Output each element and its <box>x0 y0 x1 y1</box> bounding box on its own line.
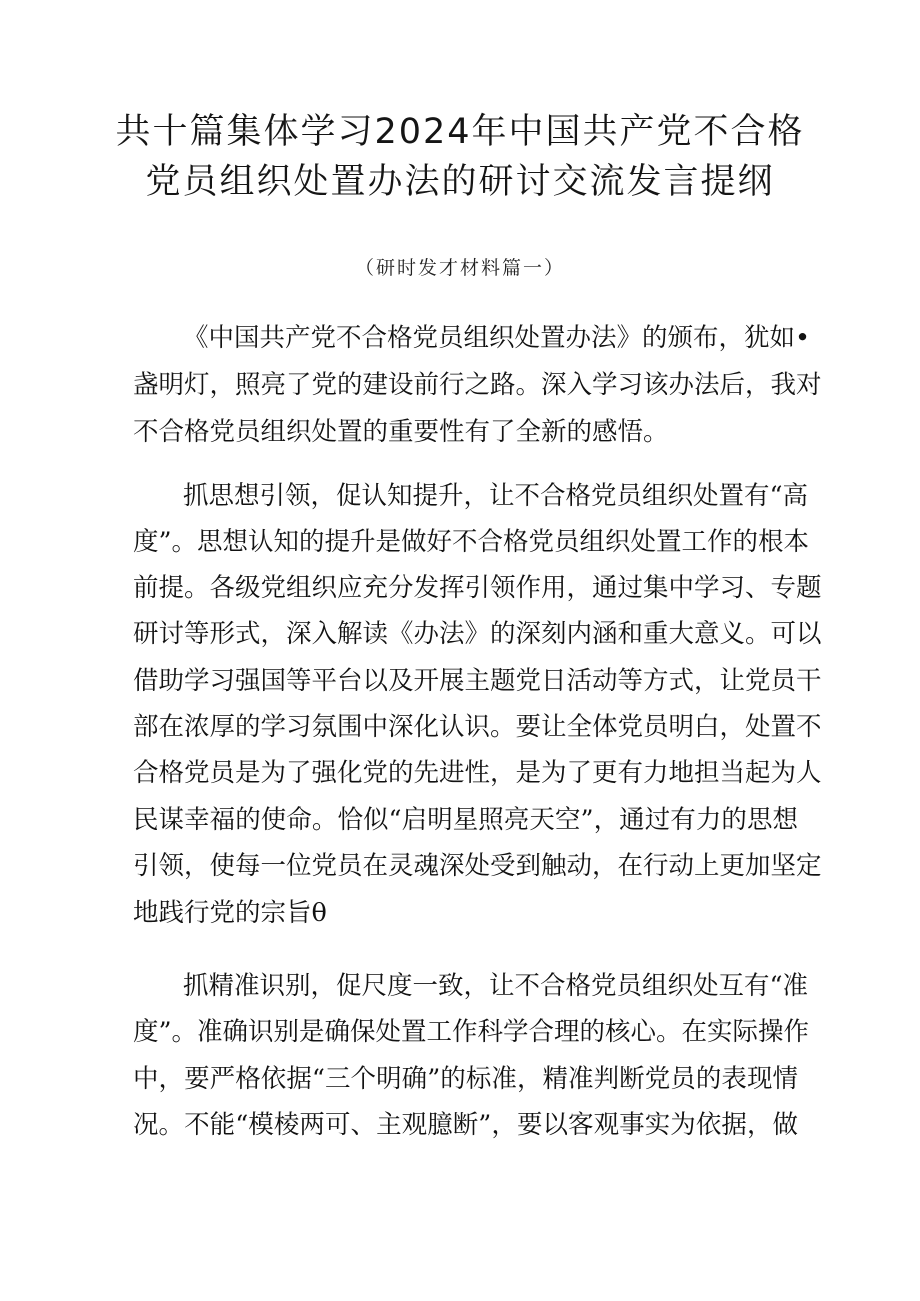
document-title-line-2: 党员组织处置办法的研讨交流发言提纲 <box>145 162 775 202</box>
paragraph-3-line-2: 度”。准确识别是确保处置工作科学合理的核心。在实际操作 <box>133 1017 810 1047</box>
paragraph-2-line-6: 部在浓厚的学习氛围中深化认识。要让全体党员明白，处置不 <box>133 712 822 742</box>
paragraph-1-line-1: 《中国共产党不合格党员组织处置办法》的颁布，犹如• <box>183 323 811 353</box>
paragraph-2-line-4: 研讨等形式，深入解读《办法》的深刻内涵和重大意义。可以 <box>133 619 822 649</box>
paragraph-1-line-2: 盏明灯，照亮了党的建设前行之路。深入学习该办法后，我对 <box>133 370 822 400</box>
paragraph-2-line-2: 度”。思想认知的提升是做好不合格党员组织处置工作的根本 <box>133 527 810 557</box>
paragraph-2-line-9: 引领，使每一位党员在灵魂深处受到触动，在行动上更加坚定 <box>133 851 822 881</box>
paragraph-2-line-3: 前提。各级党组织应充分发挥引领作用，通过集中学习、专题 <box>133 573 822 603</box>
paragraph-2-line-7: 合格党员是为了强化党的先进性，是为了更有力地担当起为人 <box>133 758 822 788</box>
paragraph-1-line-3: 不合格党员组织处置的重要性有了全新的感悟。 <box>133 417 669 447</box>
paragraph-2-line-1: 抓思想引领，促认知提升，让不合格党员组织处置有“高 <box>183 481 809 511</box>
paragraph-3-line-4: 况。不能“模棱两可、主观臆断”，要以客观事实为依据，做 <box>133 1110 798 1140</box>
paragraph-2-line-8: 民谋幸福的使命。恰似“启明星照亮天空”，通过有力的思想 <box>133 805 798 835</box>
paragraph-2-line-10: 地践行党的宗旨θ <box>133 898 327 928</box>
document-subtitle: （研时发才材料篇一） <box>354 257 565 279</box>
paragraph-2-line-5: 借助学习强国等平台以及开展主题党日活动等方式，让党员干 <box>133 666 822 696</box>
paragraph-3-line-1: 抓精准识别，促尺度一致，让不合格党员组织处互有“准 <box>183 971 809 1001</box>
document-title-line-1: 共十篇集体学习2024年中国共产党不合格 <box>115 112 805 152</box>
paragraph-3-line-3: 中，要严格依据“三个明确”的标准，精准判断党员的表现情 <box>133 1064 798 1094</box>
